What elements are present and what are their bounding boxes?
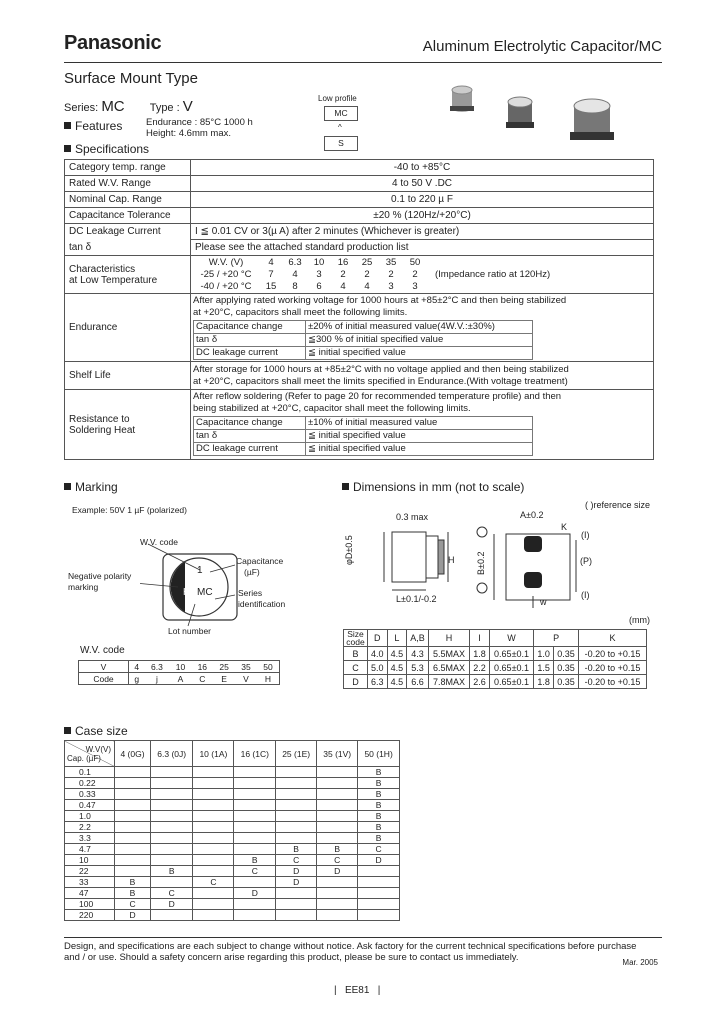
case-cell [115, 855, 151, 866]
case-row [65, 800, 400, 811]
spec-row [65, 160, 654, 176]
case-cell [276, 789, 317, 800]
case-cell [317, 778, 358, 789]
case-cell [151, 833, 193, 844]
case-col-header: 6.3 (0J) [151, 741, 193, 767]
dim-header-row: Size code D L A,B H I W P K [344, 630, 647, 647]
spec-table [64, 159, 654, 460]
case-cell: B [276, 844, 317, 855]
features-endurance: Endurance : 85°C 1000 h [146, 117, 253, 128]
footer-divider [64, 937, 662, 938]
capacitor-large-image [570, 99, 614, 140]
dim-label-w: w [540, 597, 547, 607]
case-col-header: 4 (0G) [115, 741, 151, 767]
marking-heading: Marking [64, 480, 118, 494]
dim-label-i2: (I) [581, 590, 590, 600]
features-heading: Features [64, 119, 122, 133]
case-cell [115, 800, 151, 811]
case-row [65, 844, 400, 855]
case-row [65, 910, 400, 921]
dim-row: D 6.3 4.5 6.6 7.8MAX 2.6 0.65±0.1 1.8 0.35 -0.20 to +0.15 [344, 675, 647, 689]
case-cell [317, 767, 358, 778]
case-cell [115, 811, 151, 822]
case-cell [234, 833, 276, 844]
case-cell: B [358, 833, 400, 844]
case-cell [358, 888, 400, 899]
case-cell [317, 822, 358, 833]
case-cell: C [358, 844, 400, 855]
case-cell: C [193, 877, 234, 888]
case-cell: D [115, 910, 151, 921]
case-col-header: 25 (1E) [276, 741, 317, 767]
wv-code-callout: W.V. code [140, 537, 178, 547]
reference-note: ( )reference size [584, 500, 650, 510]
case-row [65, 767, 400, 778]
spec-value: ±20 % (120Hz/+20°C) [191, 208, 654, 224]
case-cap-value: 47 [65, 888, 115, 899]
case-col-header: 16 (1C) [234, 741, 276, 767]
case-cell [358, 910, 400, 921]
case-cap-value: 220 [65, 910, 115, 921]
case-cell [151, 778, 193, 789]
wv-row: V 4 6.3 10 16 25 35 50 [79, 661, 280, 673]
spec-row-shelf [65, 362, 654, 390]
spec-label: Category temp. range [65, 160, 191, 176]
case-cell [151, 767, 193, 778]
case-cell [276, 899, 317, 910]
case-cell [151, 910, 193, 921]
low-temp-label: Characteristics at Low Temperature [65, 256, 191, 294]
case-row [65, 877, 400, 888]
case-col-header: 10 (1A) [193, 741, 234, 767]
case-cell [276, 767, 317, 778]
spec-row-solder [65, 390, 654, 460]
case-col-header: 35 (1V) [317, 741, 358, 767]
shelf-text-1: After storage for 1000 hours at +85±2°C with no voltage applied and then being stabilized [193, 363, 569, 375]
case-cell: B [115, 888, 151, 899]
dim-unit: (mm) [629, 615, 650, 625]
mark-capacitance: 1 [197, 565, 203, 576]
case-row [65, 888, 400, 899]
dim-label-a: A±0.2 [520, 510, 544, 520]
dim-label-k: K [561, 522, 568, 532]
case-cell [193, 822, 234, 833]
case-cap-value: 1.0 [65, 811, 115, 822]
case-cell [234, 778, 276, 789]
case-cell [193, 789, 234, 800]
dim-label-h: H [448, 555, 455, 565]
case-cell [276, 833, 317, 844]
series-line [64, 98, 193, 115]
spec-label: Nominal Cap. Range [65, 192, 191, 208]
spec-label: Rated W.V. Range [65, 176, 191, 192]
case-cell [151, 855, 193, 866]
case-cell [151, 822, 193, 833]
case-row [65, 778, 400, 789]
case-cell [151, 789, 193, 800]
case-cell [317, 800, 358, 811]
features-height: Height: 4.6mm max. [146, 128, 231, 139]
mark-wv: H [183, 587, 191, 598]
case-cap-value: 0.22 [65, 778, 115, 789]
case-cell [193, 833, 234, 844]
case-cell [234, 822, 276, 833]
case-cell: B [358, 767, 400, 778]
case-cell [193, 855, 234, 866]
case-cap-value: 2.2 [65, 822, 115, 833]
case-cell: B [151, 866, 193, 877]
dim-label-diam: φD±0.5 [344, 535, 354, 565]
case-cap-value: 0.33 [65, 789, 115, 800]
case-cell [317, 811, 358, 822]
case-cell: C [276, 855, 317, 866]
case-cap-value: 33 [65, 877, 115, 888]
case-cap-value: 100 [65, 899, 115, 910]
spec-row [65, 208, 654, 224]
dim-row: C 5.0 4.5 5.3 6.5MAX 2.2 0.65±0.1 1.5 0.35 -0.20 to +0.15 [344, 661, 647, 675]
spec-value: -40 to +85°C [191, 160, 654, 176]
capacitor-medium-image [506, 97, 534, 128]
specifications-heading: Specifications [64, 142, 149, 156]
dim-label-b: B±0.2 [476, 551, 486, 575]
capacitance-callout: Capacitance (µF) [236, 556, 284, 577]
case-cell: D [358, 855, 400, 866]
case-cell [234, 789, 276, 800]
case-cell [193, 899, 234, 910]
case-cell [115, 822, 151, 833]
case-cell [234, 767, 276, 778]
case-row [65, 855, 400, 866]
spec-label: tan δ [65, 240, 191, 256]
case-row [65, 789, 400, 800]
spec-row [65, 192, 654, 208]
case-col-header: 50 (1H) [358, 741, 400, 767]
case-cap-value: 0.1 [65, 767, 115, 778]
case-cell: B [358, 778, 400, 789]
case-cell [115, 778, 151, 789]
case-cap-value: 4.7 [65, 844, 115, 855]
case-cell: C [151, 888, 193, 899]
case-cell: D [317, 866, 358, 877]
case-body [65, 767, 400, 921]
case-cell [151, 811, 193, 822]
case-size-table [64, 740, 400, 921]
case-cell [193, 800, 234, 811]
wv-code-table [78, 660, 280, 685]
case-corner: W.V(V) Cap. (µF) [65, 741, 115, 767]
case-cap-value: 3.3 [65, 833, 115, 844]
case-cell [358, 877, 400, 888]
case-cell [234, 811, 276, 822]
mount-type: Surface Mount Type [64, 70, 198, 87]
case-cell [193, 778, 234, 789]
negative-polarity-callout: Negative polarity marking [68, 571, 132, 592]
code-row: Code g j A C E V H [79, 673, 280, 685]
marking-diagram [140, 540, 250, 630]
endurance-text-1: After applying rated working voltage for 1000 hours at +85±2°C and then being stabilized [193, 295, 567, 306]
case-cell: D [276, 866, 317, 877]
spec-value: 0.1 to 220 µ F [191, 192, 654, 208]
dim-label-p: (P) [580, 556, 592, 566]
case-size-heading: Case size [64, 724, 128, 738]
case-cell [317, 910, 358, 921]
spec-value: 4 to 50 V .DC [191, 176, 654, 192]
case-cell [151, 800, 193, 811]
shelf-label: Shelf Life [65, 362, 191, 390]
case-cell: C [317, 855, 358, 866]
low-profile-bottom: S [324, 136, 358, 151]
case-cell [317, 789, 358, 800]
case-cell [276, 822, 317, 833]
dimensions-heading: Dimensions in mm (not to scale) [342, 480, 524, 494]
case-row [65, 833, 400, 844]
features-text [146, 117, 253, 139]
low-profile-label: Low profile [318, 94, 357, 103]
solder-text-2: being stabilized at +20°C, capacitor shall meet the following limits. [193, 403, 471, 414]
dim-label-max: 0.3 max [396, 512, 429, 522]
case-cell [151, 844, 193, 855]
case-cap-value: 10 [65, 855, 115, 866]
case-row [65, 866, 400, 877]
product-title: Aluminum Electrolytic Capacitor/MC [422, 38, 662, 55]
spec-row [65, 176, 654, 192]
case-cell [317, 899, 358, 910]
case-cell [151, 877, 193, 888]
case-cell: D [276, 877, 317, 888]
case-cell [193, 888, 234, 899]
spec-row-low-temp [65, 256, 654, 294]
low-profile-top: MC [324, 106, 358, 121]
case-cell [193, 866, 234, 877]
case-cell [193, 844, 234, 855]
brand-logo: Panasonic [64, 32, 162, 54]
case-row [65, 811, 400, 822]
dim-row: B 4.0 4.5 4.3 5.5MAX 1.8 0.65±0.1 1.0 0.35 -0.20 to +0.15 [344, 647, 647, 661]
case-header-row [65, 741, 400, 767]
case-cell [193, 767, 234, 778]
capacitor-small-image [450, 86, 474, 112]
case-cell [115, 767, 151, 778]
case-cell [115, 833, 151, 844]
product-photo [440, 80, 640, 152]
case-cell [317, 888, 358, 899]
case-cell: B [317, 844, 358, 855]
shelf-text-2: at +20°C, capacitors shall meet the limits specified in Endurance.(With voltage treatment) [193, 375, 568, 387]
type-value: V [182, 98, 193, 115]
footer-notice: Design, and specifications are each subject to change without notice. Ask factory for the current technical specifications before purchase and / or use. Should a safety concern arise regarding this product, please be sure to contact us immediately. [64, 941, 637, 963]
page-number: | EE81 | [334, 985, 381, 996]
spec-row-endurance [65, 294, 654, 362]
case-cell [276, 910, 317, 921]
case-cell [317, 877, 358, 888]
series-label: Series: [64, 102, 99, 114]
low-temp-table: W.V. (V) 4 6.3 10 16 25 35 50 -25 / +20 °C 7 4 3 2 2 2 2 -40 / +20 °C 15 8 6 4 4 3 3 [200, 256, 421, 292]
spec-value: Please see the attached standard production list [191, 240, 654, 256]
case-cell [234, 844, 276, 855]
case-cell: B [358, 800, 400, 811]
case-cell: B [358, 822, 400, 833]
lot-number-callout: Lot number [168, 626, 211, 636]
dim-label-i1: (I) [581, 530, 590, 540]
case-cell: B [358, 811, 400, 822]
spec-row [65, 240, 654, 256]
case-cell [115, 866, 151, 877]
dimension-table [343, 629, 647, 689]
case-cell [276, 778, 317, 789]
low-profile-arrow: ^ [338, 123, 342, 132]
endurance-text-2: at +20°C, capacitors shall meet the following limits. [193, 307, 408, 318]
case-row [65, 822, 400, 833]
case-cap-value: 0.47 [65, 800, 115, 811]
case-cell: C [234, 866, 276, 877]
endurance-label: Endurance [65, 294, 191, 362]
case-cell [358, 866, 400, 877]
case-cell [276, 811, 317, 822]
footer-date: Mar. 2005 [622, 958, 658, 967]
spec-label: DC Leakage Current [65, 224, 191, 240]
case-cap-value: 22 [65, 866, 115, 877]
solder-text-1: After reflow soldering (Refer to page 20 for recommended temperature profile) and then [193, 391, 562, 402]
solder-limits: Capacitance change ±10% of initial measured value tan δ ≦ initial specified value DC leakage current ≦ initial specified value [193, 416, 533, 456]
case-cell [193, 811, 234, 822]
case-cell [317, 833, 358, 844]
impedance-note: (Impedance ratio at 120Hz) [435, 268, 551, 280]
case-row [65, 899, 400, 910]
series-id-callout: Series identification [238, 588, 286, 609]
case-cell [276, 800, 317, 811]
case-cell [234, 877, 276, 888]
case-cell [234, 899, 276, 910]
solder-label: Resistance to Soldering Heat [65, 390, 191, 460]
marking-example: Example: 50V 1 µF (polarized) [72, 505, 187, 515]
case-cell [115, 844, 151, 855]
case-cell [234, 800, 276, 811]
case-cell: C [115, 899, 151, 910]
header-divider [64, 62, 662, 63]
spec-value: I ≦ 0.01 CV or 3(µ A) after 2 minutes (Whichever is greater) [191, 224, 654, 240]
wv-code-table-heading: W.V. code [80, 645, 125, 656]
case-cell [358, 899, 400, 910]
series-value: MC [101, 98, 125, 115]
mark-series: MC [197, 587, 213, 598]
case-cell: D [234, 888, 276, 899]
case-cell: B [234, 855, 276, 866]
case-cell: B [358, 789, 400, 800]
case-cell [115, 789, 151, 800]
case-cell: B [115, 877, 151, 888]
case-cell: D [151, 899, 193, 910]
endurance-limits: Capacitance change ±20% of initial measured value(4W.V.:±30%) tan δ ≦300 % of initial specified value DC leakage current ≦ initial specified value [193, 320, 533, 360]
case-cell [276, 888, 317, 899]
type-label: Type : [149, 102, 180, 114]
dim-label-l: L±0.1/-0.2 [396, 594, 437, 604]
case-cell [193, 910, 234, 921]
spec-label: Capacitance Tolerance [65, 208, 191, 224]
case-cell [234, 910, 276, 921]
spec-row [65, 224, 654, 240]
